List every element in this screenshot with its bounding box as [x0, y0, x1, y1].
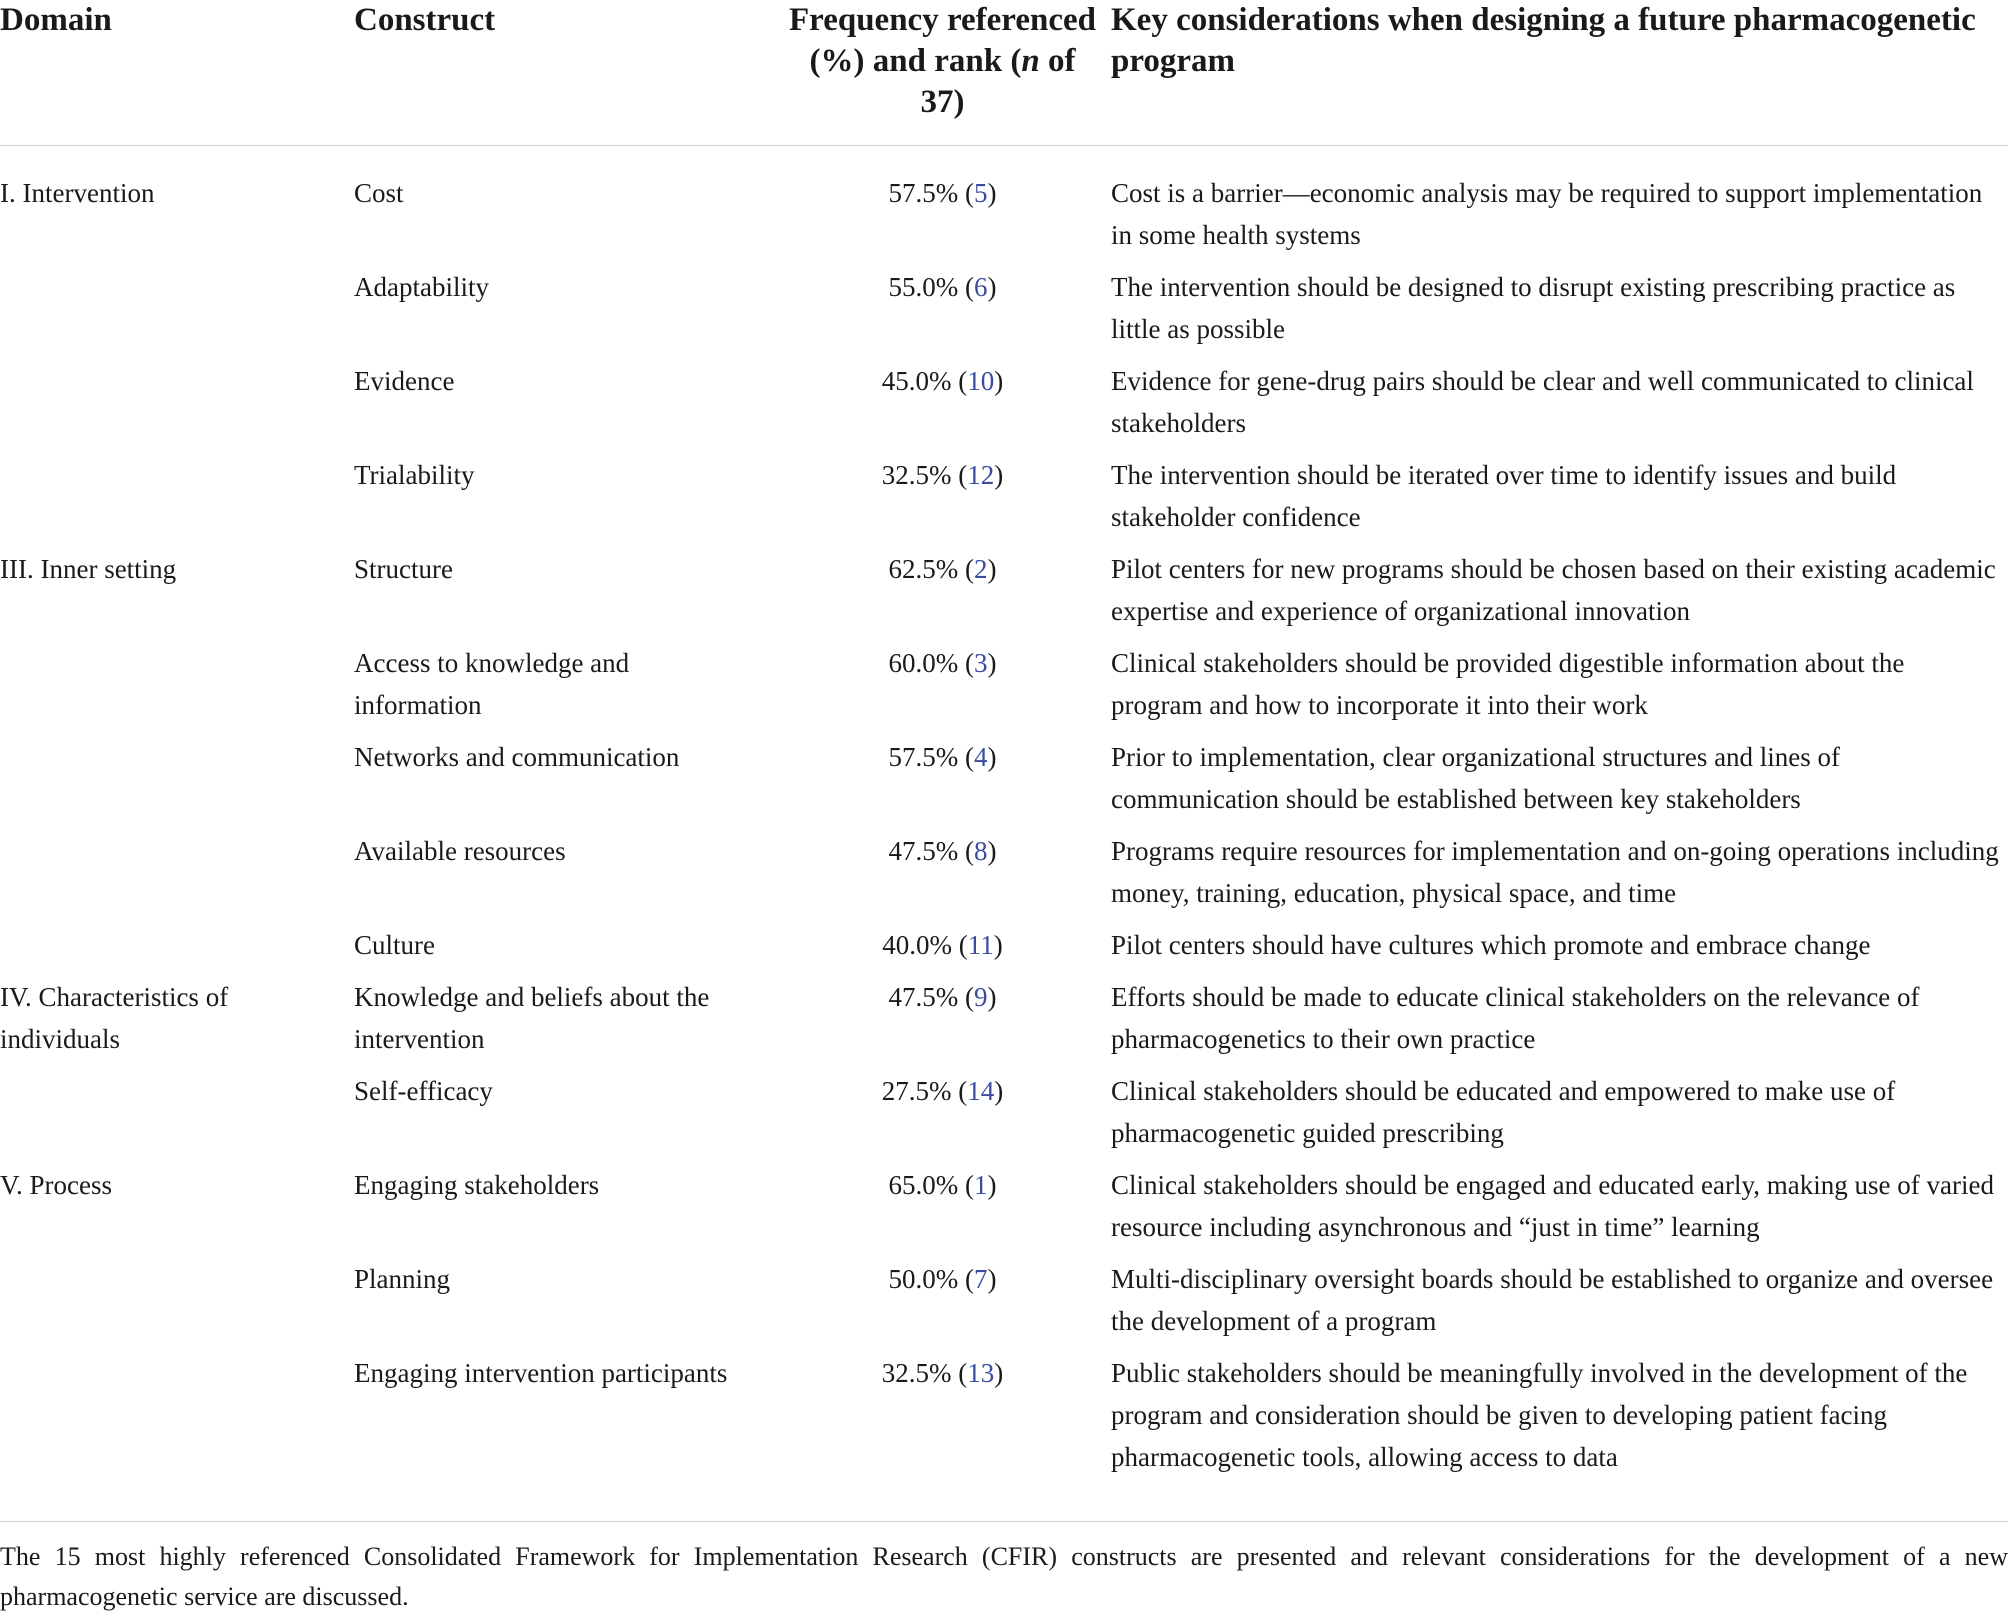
cell-key-consideration: The intervention should be designed to disrupt existing prescribing practice as little as possible: [1111, 272, 1956, 344]
cell-domain: [0, 1352, 354, 1488]
frequency-rank: 10: [967, 366, 995, 396]
cell-frequency: 60.0% (3): [888, 648, 997, 678]
cell-construct: Available resources: [354, 836, 566, 866]
header-key-considerations: Key considerations when designing a future pharmacogenetic program: [1111, 0, 2008, 146]
cell-frequency: 57.5% (4): [888, 742, 997, 772]
cell-key-consideration: Efforts should be made to educate clinical stakeholders on the relevance of pharmacogenetics to their own practice: [1111, 982, 1920, 1054]
frequency-percent: 62.5%: [888, 554, 959, 584]
cell-domain: [0, 736, 354, 830]
table-row: [0, 830, 2008, 924]
table-row: [0, 1352, 2008, 1488]
cell-domain: V. Process: [0, 1170, 113, 1200]
cell-frequency: 47.5% (8): [888, 836, 997, 866]
cell-frequency: 62.5% (2): [888, 554, 997, 584]
frequency-percent: 45.0%: [881, 366, 952, 396]
cell-construct: Networks and communication: [354, 742, 680, 772]
frequency-rank: 14: [967, 1076, 995, 1106]
cell-key-consideration: Multi-disciplinary oversight boards should be established to organize and oversee the development of a program: [1111, 1264, 1994, 1336]
header-domain: Domain: [0, 0, 354, 146]
cell-construct: Evidence: [354, 366, 455, 396]
table-row: [0, 146, 2008, 267]
cell-construct: Engaging intervention participants: [354, 1358, 728, 1388]
frequency-rank: 3: [974, 648, 988, 678]
table-row: [0, 360, 2008, 454]
cell-domain: III. Inner setting: [0, 554, 177, 584]
frequency-rank: 13: [967, 1358, 995, 1388]
cell-frequency: 47.5% (9): [888, 982, 997, 1012]
table-row: [0, 736, 2008, 830]
frequency-percent: 50.0%: [888, 1264, 959, 1294]
cell-key-consideration: Clinical stakeholders should be engaged and educated early, making use of varied resource including asynchronous and “just in time” learning: [1111, 1170, 1994, 1242]
cell-domain: [0, 1258, 354, 1352]
cell-domain: I. Intervention: [0, 178, 155, 208]
frequency-rank: 2: [974, 554, 988, 584]
cell-frequency: 57.5% (5): [888, 178, 997, 208]
cell-construct: Self-efficacy: [354, 1076, 493, 1106]
frequency-rank: 1: [974, 1170, 988, 1200]
frequency-percent: 32.5%: [881, 460, 952, 490]
frequency-percent: 57.5%: [888, 742, 959, 772]
frequency-rank: 9: [974, 982, 988, 1012]
table-row: [0, 548, 2008, 642]
cell-domain: [0, 1070, 354, 1164]
cell-key-consideration: Clinical stakeholders should be educated and empowered to make use of pharmacogenetic guided prescribing: [1111, 1076, 1896, 1148]
frequency-percent: 60.0%: [888, 648, 959, 678]
cell-domain: IV. Characteristics of individuals: [0, 982, 229, 1054]
cell-domain: [0, 360, 354, 454]
cell-domain: [0, 830, 354, 924]
table-footnote: The 15 most highly referenced Consolidated Framework for Implementation Research (CFIR) constructs are presented and relevant considerations for the development of a new pharmacogenetic service are discussed.: [0, 1521, 2008, 1617]
frequency-percent: 27.5%: [881, 1076, 952, 1106]
cell-key-consideration: Pilot centers for new programs should be chosen based on their existing academic expertise and experience of organizational innovation: [1111, 554, 1996, 626]
cell-construct: Engaging stakeholders: [354, 1170, 600, 1200]
cell-frequency: 40.0% (11): [882, 930, 1003, 960]
frequency-rank: 5: [974, 178, 988, 208]
frequency-percent: 32.5%: [881, 1358, 952, 1388]
table-row: [0, 1070, 2008, 1164]
cell-frequency: 27.5% (14): [881, 1076, 1004, 1106]
table-row: [0, 642, 2008, 736]
cell-construct: Culture: [354, 930, 435, 960]
cell-frequency: 32.5% (12): [881, 460, 1004, 490]
frequency-rank: 6: [974, 272, 988, 302]
cell-key-consideration: Prior to implementation, clear organizational structures and lines of communication should be established between key stakeholders: [1111, 742, 1841, 814]
table-row: [0, 924, 2008, 976]
header-frequency: [774, 0, 1111, 146]
cell-construct: Adaptability: [354, 272, 489, 302]
cell-construct: Knowledge and beliefs about the intervention: [354, 982, 710, 1054]
table-row: [0, 266, 2008, 360]
frequency-percent: 65.0%: [888, 1170, 959, 1200]
cell-construct: Structure: [354, 554, 453, 584]
cell-key-consideration: Pilot centers should have cultures which promote and embrace change: [1111, 930, 1871, 960]
cell-domain: [0, 454, 354, 548]
header-frequency-suffix: of 37): [920, 43, 1076, 120]
cell-frequency: 50.0% (7): [888, 1264, 997, 1294]
cell-domain: [0, 924, 354, 976]
table-row: [0, 454, 2008, 548]
cell-frequency: 55.0% (6): [888, 272, 997, 302]
table-row: [0, 976, 2008, 1070]
cell-construct: Trialability: [354, 460, 475, 490]
header-frequency-n: n: [1021, 43, 1040, 79]
header-construct: Construct: [354, 0, 774, 146]
cell-domain: [0, 642, 354, 736]
frequency-percent: 40.0%: [882, 930, 952, 960]
frequency-rank: 4: [974, 742, 988, 772]
cell-key-consideration: Public stakeholders should be meaningfully involved in the development of the program and consideration should be given to developing patient facing pharmacogenetic tools, allowing access to data: [1111, 1358, 1968, 1472]
cell-key-consideration: The intervention should be iterated over time to identify issues and build stakeholder confidence: [1111, 460, 1897, 532]
frequency-rank: 8: [974, 836, 988, 866]
table-body: [0, 146, 2008, 1489]
cell-key-consideration: Programs require resources for implementation and on-going operations including money, training, education, physical space, and time: [1111, 836, 1999, 908]
cell-frequency: 45.0% (10): [881, 366, 1004, 396]
cell-construct: Planning: [354, 1264, 451, 1294]
cell-key-consideration: Cost is a barrier—economic analysis may be required to support implementation in some health systems: [1111, 178, 1983, 250]
table-row: [0, 1164, 2008, 1258]
cell-construct: Access to knowledge and information: [354, 648, 630, 720]
frequency-percent: 47.5%: [888, 982, 959, 1012]
cell-frequency: 65.0% (1): [888, 1170, 997, 1200]
frequency-percent: 55.0%: [888, 272, 959, 302]
cell-construct: Cost: [354, 178, 404, 208]
frequency-percent: 57.5%: [888, 178, 959, 208]
header-row: [0, 0, 2008, 146]
cell-frequency: 32.5% (13): [881, 1358, 1004, 1388]
header-frequency-prefix: Frequency referenced (%) and rank (: [789, 2, 1096, 79]
table-row: [0, 1258, 2008, 1352]
frequency-percent: 47.5%: [888, 836, 959, 866]
cell-key-consideration: Evidence for gene-drug pairs should be clear and well communicated to clinical stakeholders: [1111, 366, 1974, 438]
cell-domain: [0, 266, 354, 360]
frequency-rank: 12: [967, 460, 995, 490]
cell-key-consideration: Clinical stakeholders should be provided digestible information about the program and how to incorporate it into their work: [1111, 648, 1905, 720]
frequency-rank: 7: [974, 1264, 988, 1294]
frequency-rank: 11: [967, 930, 994, 960]
